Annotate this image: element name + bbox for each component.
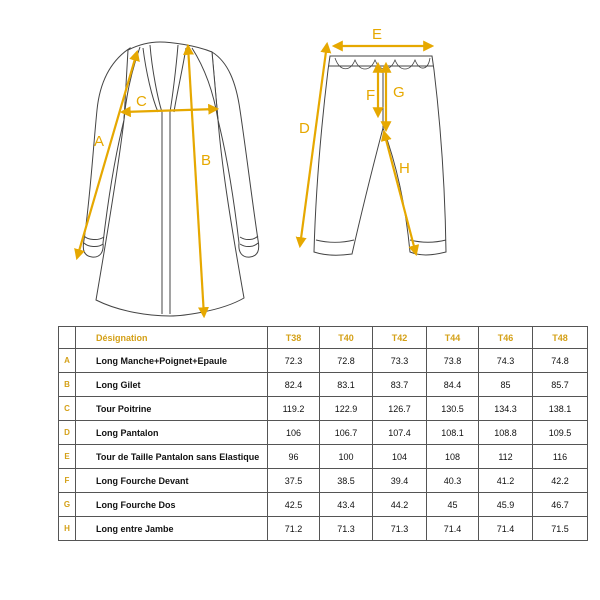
row-value: 45	[427, 493, 479, 517]
row-value: 85.7	[533, 373, 588, 397]
label-d: D	[299, 120, 310, 137]
label-c: C	[136, 93, 147, 110]
table-row	[59, 445, 588, 469]
row-value: 138.1	[533, 397, 588, 421]
row-letter: E	[59, 445, 76, 469]
header-size: T40	[320, 327, 373, 349]
row-letter: C	[59, 397, 76, 421]
row-value: 41.2	[479, 469, 533, 493]
row-label: Long Gilet	[76, 373, 268, 397]
row-value: 108.8	[479, 421, 533, 445]
row-value: 72.8	[320, 349, 373, 373]
row-value: 119.2	[268, 397, 320, 421]
label-f: F	[366, 87, 376, 104]
row-label: Long Fourche Dos	[76, 493, 268, 517]
label-g: G	[393, 84, 405, 101]
row-value: 122.9	[320, 397, 373, 421]
table-row	[59, 469, 588, 493]
table-row	[59, 397, 588, 421]
row-value: 84.4	[427, 373, 479, 397]
row-value: 72.3	[268, 349, 320, 373]
row-value: 37.5	[268, 469, 320, 493]
row-letter: F	[59, 469, 76, 493]
table-row	[59, 421, 588, 445]
row-value: 45.9	[479, 493, 533, 517]
row-value: 39.4	[373, 469, 427, 493]
row-value: 74.8	[533, 349, 588, 373]
row-value: 109.5	[533, 421, 588, 445]
row-value: 71.4	[427, 517, 479, 541]
row-label: Long Manche+Poignet+Epaule	[76, 349, 268, 373]
header-designation: Désignation	[76, 327, 268, 349]
row-value: 42.5	[268, 493, 320, 517]
table-row	[59, 349, 588, 373]
row-value: 71.4	[479, 517, 533, 541]
row-value: 73.8	[427, 349, 479, 373]
row-value: 126.7	[373, 397, 427, 421]
row-value: 107.4	[373, 421, 427, 445]
row-value: 85	[479, 373, 533, 397]
row-value: 130.5	[427, 397, 479, 421]
table-row	[59, 373, 588, 397]
row-value: 73.3	[373, 349, 427, 373]
table-header-row	[59, 327, 588, 349]
header-size: T46	[479, 327, 533, 349]
row-label: Long entre Jambe	[76, 517, 268, 541]
row-value: 71.5	[533, 517, 588, 541]
size-chart-table	[58, 326, 588, 541]
header-size: T38	[268, 327, 320, 349]
row-value: 71.2	[268, 517, 320, 541]
row-value: 38.5	[320, 469, 373, 493]
row-value: 44.2	[373, 493, 427, 517]
row-value: 108.1	[427, 421, 479, 445]
row-value: 104	[373, 445, 427, 469]
label-a: A	[94, 133, 105, 150]
row-letter: D	[59, 421, 76, 445]
label-h: H	[399, 160, 410, 177]
table-body	[59, 349, 588, 541]
row-value: 112	[479, 445, 533, 469]
row-letter: B	[59, 373, 76, 397]
header-size: T44	[427, 327, 479, 349]
header-letter-cell	[59, 327, 76, 349]
cardigan-drawing	[83, 42, 258, 316]
table-row	[59, 517, 588, 541]
row-label: Long Fourche Devant	[76, 469, 268, 493]
label-e: E	[372, 26, 383, 43]
table-row	[59, 493, 588, 517]
row-label: Tour Poitrine	[76, 397, 268, 421]
row-value: 71.3	[373, 517, 427, 541]
row-value: 96	[268, 445, 320, 469]
row-value: 134.3	[479, 397, 533, 421]
row-label: Long Pantalon	[76, 421, 268, 445]
row-value: 82.4	[268, 373, 320, 397]
row-value: 43.4	[320, 493, 373, 517]
row-value: 116	[533, 445, 588, 469]
row-value: 108	[427, 445, 479, 469]
trousers-drawing	[314, 56, 446, 255]
row-value: 40.3	[427, 469, 479, 493]
header-size: T42	[373, 327, 427, 349]
row-letter: A	[59, 349, 76, 373]
row-letter: H	[59, 517, 76, 541]
row-value: 106.7	[320, 421, 373, 445]
row-value: 83.7	[373, 373, 427, 397]
row-value: 71.3	[320, 517, 373, 541]
row-letter: G	[59, 493, 76, 517]
row-value: 100	[320, 445, 373, 469]
row-value: 106	[268, 421, 320, 445]
row-value: 42.2	[533, 469, 588, 493]
row-label: Tour de Taille Pantalon sans Elastique	[76, 445, 268, 469]
row-value: 74.3	[479, 349, 533, 373]
label-b: B	[201, 152, 212, 169]
row-value: 46.7	[533, 493, 588, 517]
row-value: 83.1	[320, 373, 373, 397]
header-size: T48	[533, 327, 588, 349]
